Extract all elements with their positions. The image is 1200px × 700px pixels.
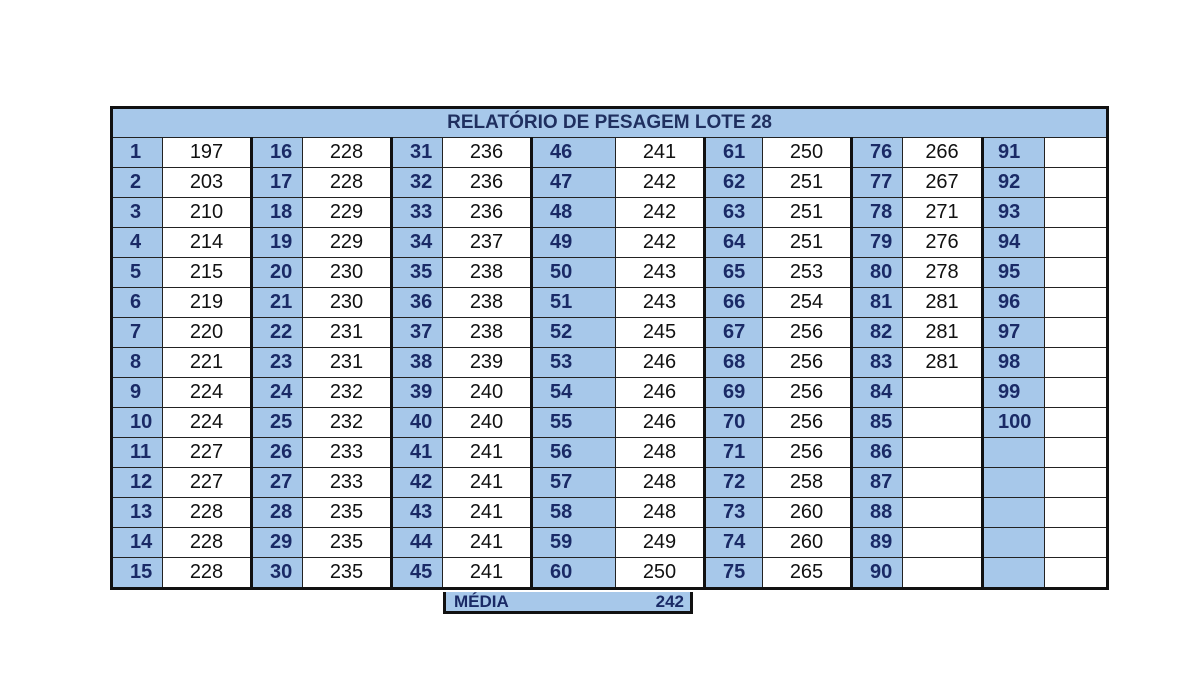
animal-weight: 245 xyxy=(616,318,705,348)
animal-number: 47 xyxy=(532,168,616,198)
animal-number: 8 xyxy=(112,348,163,378)
animal-weight xyxy=(903,498,983,528)
animal-weight: 228 xyxy=(303,168,392,198)
animal-number: 15 xyxy=(112,558,163,589)
animal-number: 81 xyxy=(852,288,903,318)
animal-weight: 228 xyxy=(303,138,392,168)
table-row xyxy=(112,228,1108,258)
animal-number: 72 xyxy=(705,468,763,498)
animal-weight: 250 xyxy=(616,558,705,589)
table-row xyxy=(112,528,1108,558)
animal-weight: 276 xyxy=(903,228,983,258)
table-row xyxy=(112,138,1108,168)
animal-number: 86 xyxy=(852,438,903,468)
animal-number: 44 xyxy=(392,528,443,558)
animal-number: 89 xyxy=(852,528,903,558)
animal-weight: 215 xyxy=(163,258,252,288)
animal-weight xyxy=(1045,318,1108,348)
animal-number: 87 xyxy=(852,468,903,498)
animal-weight: 203 xyxy=(163,168,252,198)
animal-weight: 235 xyxy=(303,558,392,589)
animal-weight: 250 xyxy=(763,138,852,168)
animal-weight xyxy=(1045,228,1108,258)
animal-weight: 239 xyxy=(443,348,532,378)
animal-weight: 253 xyxy=(763,258,852,288)
animal-number: 88 xyxy=(852,498,903,528)
animal-weight xyxy=(1045,498,1108,528)
animal-weight: 256 xyxy=(763,318,852,348)
animal-number: 75 xyxy=(705,558,763,589)
animal-number: 71 xyxy=(705,438,763,468)
animal-weight: 249 xyxy=(616,528,705,558)
animal-number: 83 xyxy=(852,348,903,378)
animal-weight xyxy=(1045,558,1108,589)
animal-weight: 256 xyxy=(763,438,852,468)
animal-number: 59 xyxy=(532,528,616,558)
animal-number: 12 xyxy=(112,468,163,498)
animal-number: 62 xyxy=(705,168,763,198)
animal-number: 52 xyxy=(532,318,616,348)
animal-number: 48 xyxy=(532,198,616,228)
table-row xyxy=(112,438,1108,468)
animal-number: 60 xyxy=(532,558,616,589)
table-row xyxy=(112,408,1108,438)
animal-weight xyxy=(1045,378,1108,408)
animal-number: 97 xyxy=(983,318,1045,348)
animal-number: 36 xyxy=(392,288,443,318)
animal-number: 76 xyxy=(852,138,903,168)
animal-weight: 241 xyxy=(443,528,532,558)
animal-number: 25 xyxy=(252,408,303,438)
animal-number: 28 xyxy=(252,498,303,528)
animal-number: 4 xyxy=(112,228,163,258)
animal-number: 68 xyxy=(705,348,763,378)
report-title: RELATÓRIO DE PESAGEM LOTE 28 xyxy=(112,108,1108,138)
animal-weight: 267 xyxy=(903,168,983,198)
animal-number: 37 xyxy=(392,318,443,348)
animal-weight: 228 xyxy=(163,498,252,528)
animal-number: 2 xyxy=(112,168,163,198)
animal-number: 85 xyxy=(852,408,903,438)
weighing-rows xyxy=(112,138,1108,589)
animal-number: 31 xyxy=(392,138,443,168)
animal-weight: 236 xyxy=(443,198,532,228)
animal-number: 65 xyxy=(705,258,763,288)
average-label: MÉDIA xyxy=(454,591,509,611)
animal-number: 49 xyxy=(532,228,616,258)
animal-weight: 240 xyxy=(443,378,532,408)
animal-number: 78 xyxy=(852,198,903,228)
animal-weight: 229 xyxy=(303,228,392,258)
animal-number: 91 xyxy=(983,138,1045,168)
animal-weight: 258 xyxy=(763,468,852,498)
animal-weight: 281 xyxy=(903,318,983,348)
animal-number: 19 xyxy=(252,228,303,258)
animal-weight: 242 xyxy=(616,228,705,258)
animal-weight: 240 xyxy=(443,408,532,438)
animal-number xyxy=(983,468,1045,498)
animal-weight: 231 xyxy=(303,318,392,348)
animal-weight: 228 xyxy=(163,558,252,589)
animal-weight: 248 xyxy=(616,498,705,528)
animal-weight: 238 xyxy=(443,258,532,288)
animal-weight: 271 xyxy=(903,198,983,228)
animal-weight: 260 xyxy=(763,528,852,558)
animal-weight xyxy=(1045,348,1108,378)
table-row xyxy=(112,498,1108,528)
animal-number: 1 xyxy=(112,138,163,168)
animal-number: 39 xyxy=(392,378,443,408)
animal-weight: 265 xyxy=(763,558,852,589)
animal-number: 9 xyxy=(112,378,163,408)
animal-number: 99 xyxy=(983,378,1045,408)
animal-number: 18 xyxy=(252,198,303,228)
animal-number: 43 xyxy=(392,498,443,528)
animal-number: 20 xyxy=(252,258,303,288)
animal-number: 84 xyxy=(852,378,903,408)
animal-number: 54 xyxy=(532,378,616,408)
animal-number: 51 xyxy=(532,288,616,318)
table-row xyxy=(112,558,1108,589)
animal-number: 11 xyxy=(112,438,163,468)
animal-number: 10 xyxy=(112,408,163,438)
animal-weight: 242 xyxy=(616,168,705,198)
animal-number: 55 xyxy=(532,408,616,438)
animal-weight: 246 xyxy=(616,408,705,438)
animal-number: 42 xyxy=(392,468,443,498)
animal-weight: 197 xyxy=(163,138,252,168)
animal-number: 53 xyxy=(532,348,616,378)
animal-number: 93 xyxy=(983,198,1045,228)
animal-number: 29 xyxy=(252,528,303,558)
animal-weight: 231 xyxy=(303,348,392,378)
animal-weight xyxy=(1045,288,1108,318)
animal-weight xyxy=(903,408,983,438)
animal-number: 33 xyxy=(392,198,443,228)
animal-weight: 248 xyxy=(616,438,705,468)
animal-number: 32 xyxy=(392,168,443,198)
average-row xyxy=(443,592,693,614)
animal-number: 94 xyxy=(983,228,1045,258)
animal-number: 26 xyxy=(252,438,303,468)
animal-weight: 237 xyxy=(443,228,532,258)
animal-weight: 229 xyxy=(303,198,392,228)
animal-number: 30 xyxy=(252,558,303,589)
animal-number: 17 xyxy=(252,168,303,198)
animal-weight: 281 xyxy=(903,348,983,378)
animal-number: 57 xyxy=(532,468,616,498)
animal-weight: 220 xyxy=(163,318,252,348)
animal-weight xyxy=(903,528,983,558)
animal-number: 74 xyxy=(705,528,763,558)
animal-weight: 256 xyxy=(763,348,852,378)
animal-number: 95 xyxy=(983,258,1045,288)
animal-weight: 228 xyxy=(163,528,252,558)
animal-weight: 219 xyxy=(163,288,252,318)
animal-number: 41 xyxy=(392,438,443,468)
animal-number: 3 xyxy=(112,198,163,228)
animal-weight: 241 xyxy=(443,438,532,468)
animal-weight: 238 xyxy=(443,288,532,318)
weighing-table xyxy=(110,106,1109,590)
animal-weight: 256 xyxy=(763,378,852,408)
animal-number: 61 xyxy=(705,138,763,168)
animal-weight: 266 xyxy=(903,138,983,168)
animal-weight: 251 xyxy=(763,168,852,198)
animal-weight: 224 xyxy=(163,408,252,438)
animal-number: 38 xyxy=(392,348,443,378)
animal-weight: 243 xyxy=(616,258,705,288)
animal-number: 22 xyxy=(252,318,303,348)
animal-number: 92 xyxy=(983,168,1045,198)
animal-weight: 251 xyxy=(763,228,852,258)
animal-weight: 214 xyxy=(163,228,252,258)
animal-number: 73 xyxy=(705,498,763,528)
animal-number: 7 xyxy=(112,318,163,348)
animal-number: 82 xyxy=(852,318,903,348)
animal-number: 67 xyxy=(705,318,763,348)
animal-number: 40 xyxy=(392,408,443,438)
table-row xyxy=(112,468,1108,498)
animal-weight: 227 xyxy=(163,468,252,498)
table-row xyxy=(112,348,1108,378)
animal-weight: 232 xyxy=(303,378,392,408)
animal-weight: 235 xyxy=(303,528,392,558)
animal-weight xyxy=(1045,198,1108,228)
table-row xyxy=(112,318,1108,348)
animal-number: 70 xyxy=(705,408,763,438)
animal-weight: 248 xyxy=(616,468,705,498)
animal-weight xyxy=(1045,168,1108,198)
animal-number: 64 xyxy=(705,228,763,258)
animal-weight xyxy=(903,468,983,498)
animal-weight: 242 xyxy=(616,198,705,228)
animal-number: 58 xyxy=(532,498,616,528)
animal-number: 16 xyxy=(252,138,303,168)
animal-weight: 235 xyxy=(303,498,392,528)
animal-weight: 254 xyxy=(763,288,852,318)
animal-weight xyxy=(1045,468,1108,498)
animal-weight: 246 xyxy=(616,348,705,378)
animal-number xyxy=(983,528,1045,558)
animal-weight: 221 xyxy=(163,348,252,378)
animal-weight xyxy=(1045,438,1108,468)
animal-number xyxy=(983,438,1045,468)
animal-weight xyxy=(1045,408,1108,438)
animal-weight: 236 xyxy=(443,138,532,168)
animal-weight xyxy=(1045,258,1108,288)
animal-weight: 241 xyxy=(616,138,705,168)
average-value: 242 xyxy=(655,591,684,611)
animal-weight: 241 xyxy=(443,558,532,589)
animal-number: 66 xyxy=(705,288,763,318)
animal-number: 5 xyxy=(112,258,163,288)
table-row xyxy=(112,288,1108,318)
animal-number: 45 xyxy=(392,558,443,589)
animal-weight: 227 xyxy=(163,438,252,468)
animal-number: 63 xyxy=(705,198,763,228)
animal-number: 34 xyxy=(392,228,443,258)
animal-number: 21 xyxy=(252,288,303,318)
animal-number: 50 xyxy=(532,258,616,288)
animal-weight: 232 xyxy=(303,408,392,438)
animal-weight xyxy=(903,438,983,468)
animal-weight xyxy=(903,378,983,408)
animal-weight: 241 xyxy=(443,468,532,498)
animal-number xyxy=(983,498,1045,528)
animal-number: 100 xyxy=(983,408,1045,438)
table-row xyxy=(112,378,1108,408)
animal-number: 23 xyxy=(252,348,303,378)
animal-number: 14 xyxy=(112,528,163,558)
weighing-report xyxy=(110,106,1106,590)
animal-weight: 233 xyxy=(303,468,392,498)
animal-weight: 260 xyxy=(763,498,852,528)
animal-weight: 256 xyxy=(763,408,852,438)
animal-weight xyxy=(1045,138,1108,168)
animal-number: 35 xyxy=(392,258,443,288)
animal-weight: 251 xyxy=(763,198,852,228)
animal-number: 24 xyxy=(252,378,303,408)
table-row xyxy=(112,258,1108,288)
animal-number xyxy=(983,558,1045,589)
animal-number: 46 xyxy=(532,138,616,168)
animal-number: 79 xyxy=(852,228,903,258)
animal-weight: 210 xyxy=(163,198,252,228)
animal-number: 80 xyxy=(852,258,903,288)
animal-weight xyxy=(903,558,983,589)
animal-weight: 238 xyxy=(443,318,532,348)
animal-number: 27 xyxy=(252,468,303,498)
animal-weight: 224 xyxy=(163,378,252,408)
animal-number: 77 xyxy=(852,168,903,198)
animal-number: 56 xyxy=(532,438,616,468)
animal-weight: 230 xyxy=(303,288,392,318)
animal-number: 6 xyxy=(112,288,163,318)
animal-weight xyxy=(1045,528,1108,558)
animal-weight: 230 xyxy=(303,258,392,288)
animal-weight: 281 xyxy=(903,288,983,318)
animal-weight: 246 xyxy=(616,378,705,408)
animal-number: 13 xyxy=(112,498,163,528)
animal-weight: 233 xyxy=(303,438,392,468)
animal-number: 96 xyxy=(983,288,1045,318)
table-row xyxy=(112,198,1108,228)
table-row xyxy=(112,168,1108,198)
animal-number: 69 xyxy=(705,378,763,408)
animal-weight: 278 xyxy=(903,258,983,288)
animal-number: 90 xyxy=(852,558,903,589)
animal-weight: 243 xyxy=(616,288,705,318)
animal-number: 98 xyxy=(983,348,1045,378)
animal-weight: 241 xyxy=(443,498,532,528)
animal-weight: 236 xyxy=(443,168,532,198)
